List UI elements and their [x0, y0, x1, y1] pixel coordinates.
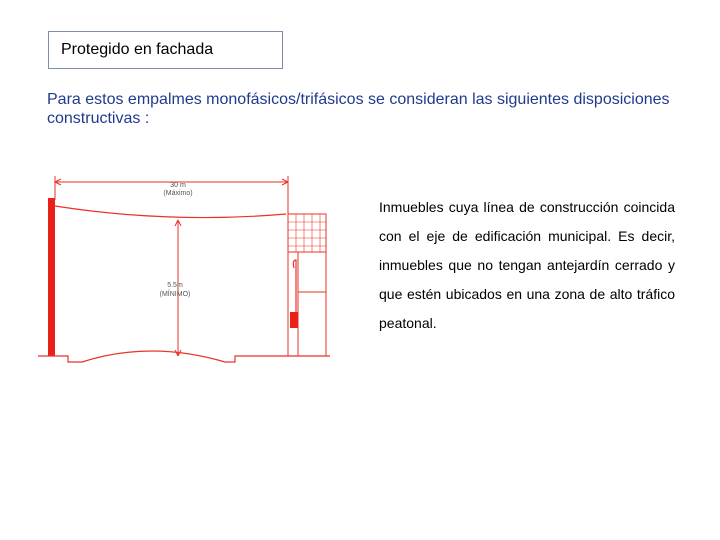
span-label-line1: 30 m: [170, 182, 186, 189]
section-title: Protegido en fachada: [61, 41, 214, 58]
height-label-line1: 5.5m: [167, 282, 183, 289]
pole: [48, 198, 55, 356]
height-label-line2: (MÍNIMO): [159, 291, 191, 298]
facade-diagram: [30, 170, 340, 375]
ground-profile: [38, 351, 330, 362]
roof-grid: [288, 214, 326, 252]
span-label-line2: (Máximo): [163, 190, 193, 197]
service-conduit: [293, 260, 296, 320]
service-cable: [55, 206, 286, 218]
description-paragraph: Inmuebles cuya línea de construcción coincida con el eje de edificación municipal. Es decir, inmuebles que no tengan antejardín cerrado y que estén ubicados en una zona de alto tráfico peatonal.: [379, 199, 675, 331]
meter-box: [290, 312, 298, 328]
section-title-box: [48, 31, 283, 69]
intro-paragraph: Para estos empalmes monofásicos/trifásicos se consideran las siguientes disposiciones constructivas :: [47, 91, 670, 127]
